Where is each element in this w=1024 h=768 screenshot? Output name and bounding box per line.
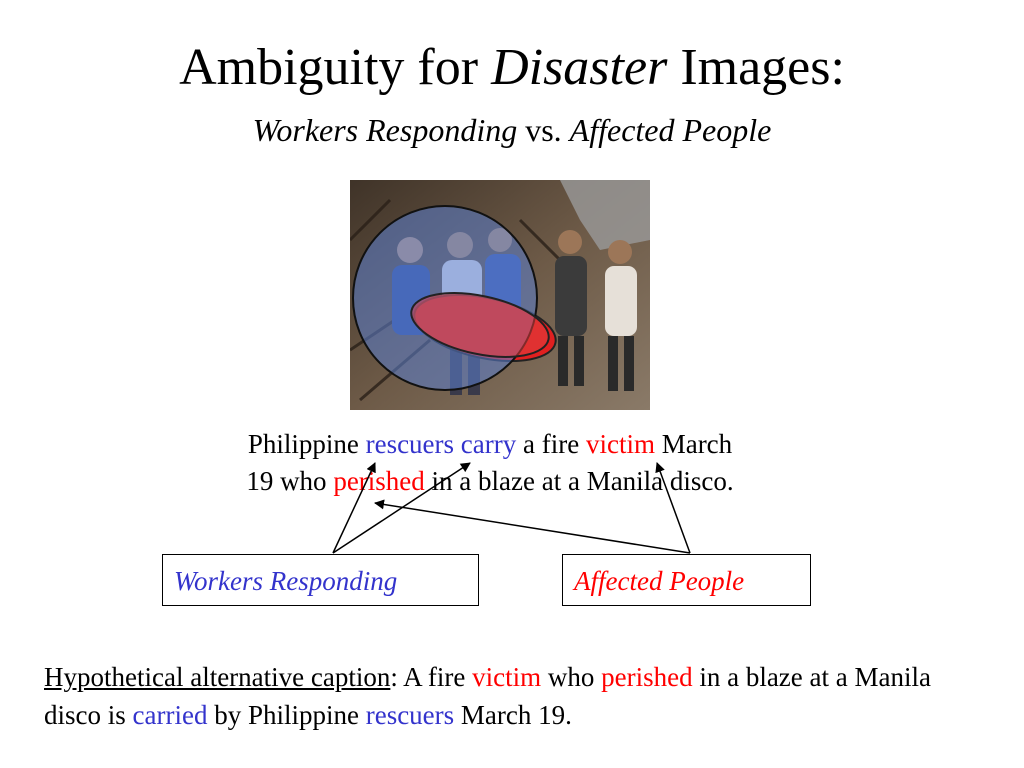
alt-word-carried: carried	[132, 700, 208, 730]
caption-text: March	[654, 429, 733, 459]
title-emphasis: Disaster	[491, 39, 668, 96]
alt-word-perished: perished	[601, 662, 693, 692]
caption-space	[454, 429, 461, 459]
caption-line-2	[170, 463, 810, 500]
alt-word-victim: victim	[472, 662, 542, 692]
arrow-affected-to-perished	[375, 503, 690, 553]
caption-text: Philippine	[247, 429, 366, 459]
caption-text: a fire	[516, 429, 586, 459]
affected-people-label: Affected People	[574, 566, 745, 596]
slide-title	[0, 38, 1024, 98]
disaster-photo	[350, 180, 650, 410]
caption-word-carry: carry	[460, 429, 517, 459]
photo-caption	[170, 426, 810, 500]
title-part-2: Images:	[667, 39, 845, 96]
subtitle-affected: Affected People	[569, 112, 772, 148]
alt-caption-text: March 19.	[454, 700, 572, 730]
caption-word-victim: victim	[585, 429, 655, 459]
subtitle-workers: Workers Responding	[252, 112, 518, 148]
alt-caption-text: in a blaze at a Manila disco is	[44, 662, 931, 730]
alt-caption-heading: Hypothetical alternative caption	[44, 662, 391, 692]
title-part-1: Ambiguity for	[179, 39, 492, 96]
caption-text: 19 who	[246, 466, 334, 496]
workers-responding-box	[162, 554, 479, 606]
caption-word-rescuers: rescuers	[365, 429, 455, 459]
caption-line-1	[170, 426, 810, 463]
caption-word-perished: perished	[333, 466, 425, 496]
subtitle-vs: vs.	[517, 112, 570, 148]
alt-caption-text: : A fire	[390, 662, 473, 692]
affected-people-box	[562, 554, 811, 606]
workers-responding-label: Workers Responding	[174, 566, 398, 596]
photo-illustration	[350, 180, 650, 410]
alt-caption-text: who	[541, 662, 602, 692]
alt-word-rescuers: rescuers	[365, 700, 455, 730]
alternative-caption	[44, 658, 984, 734]
caption-text: in a blaze at a Manila disco.	[424, 466, 734, 496]
slide-subtitle	[0, 110, 1024, 150]
alt-caption-text: by Philippine	[207, 700, 366, 730]
